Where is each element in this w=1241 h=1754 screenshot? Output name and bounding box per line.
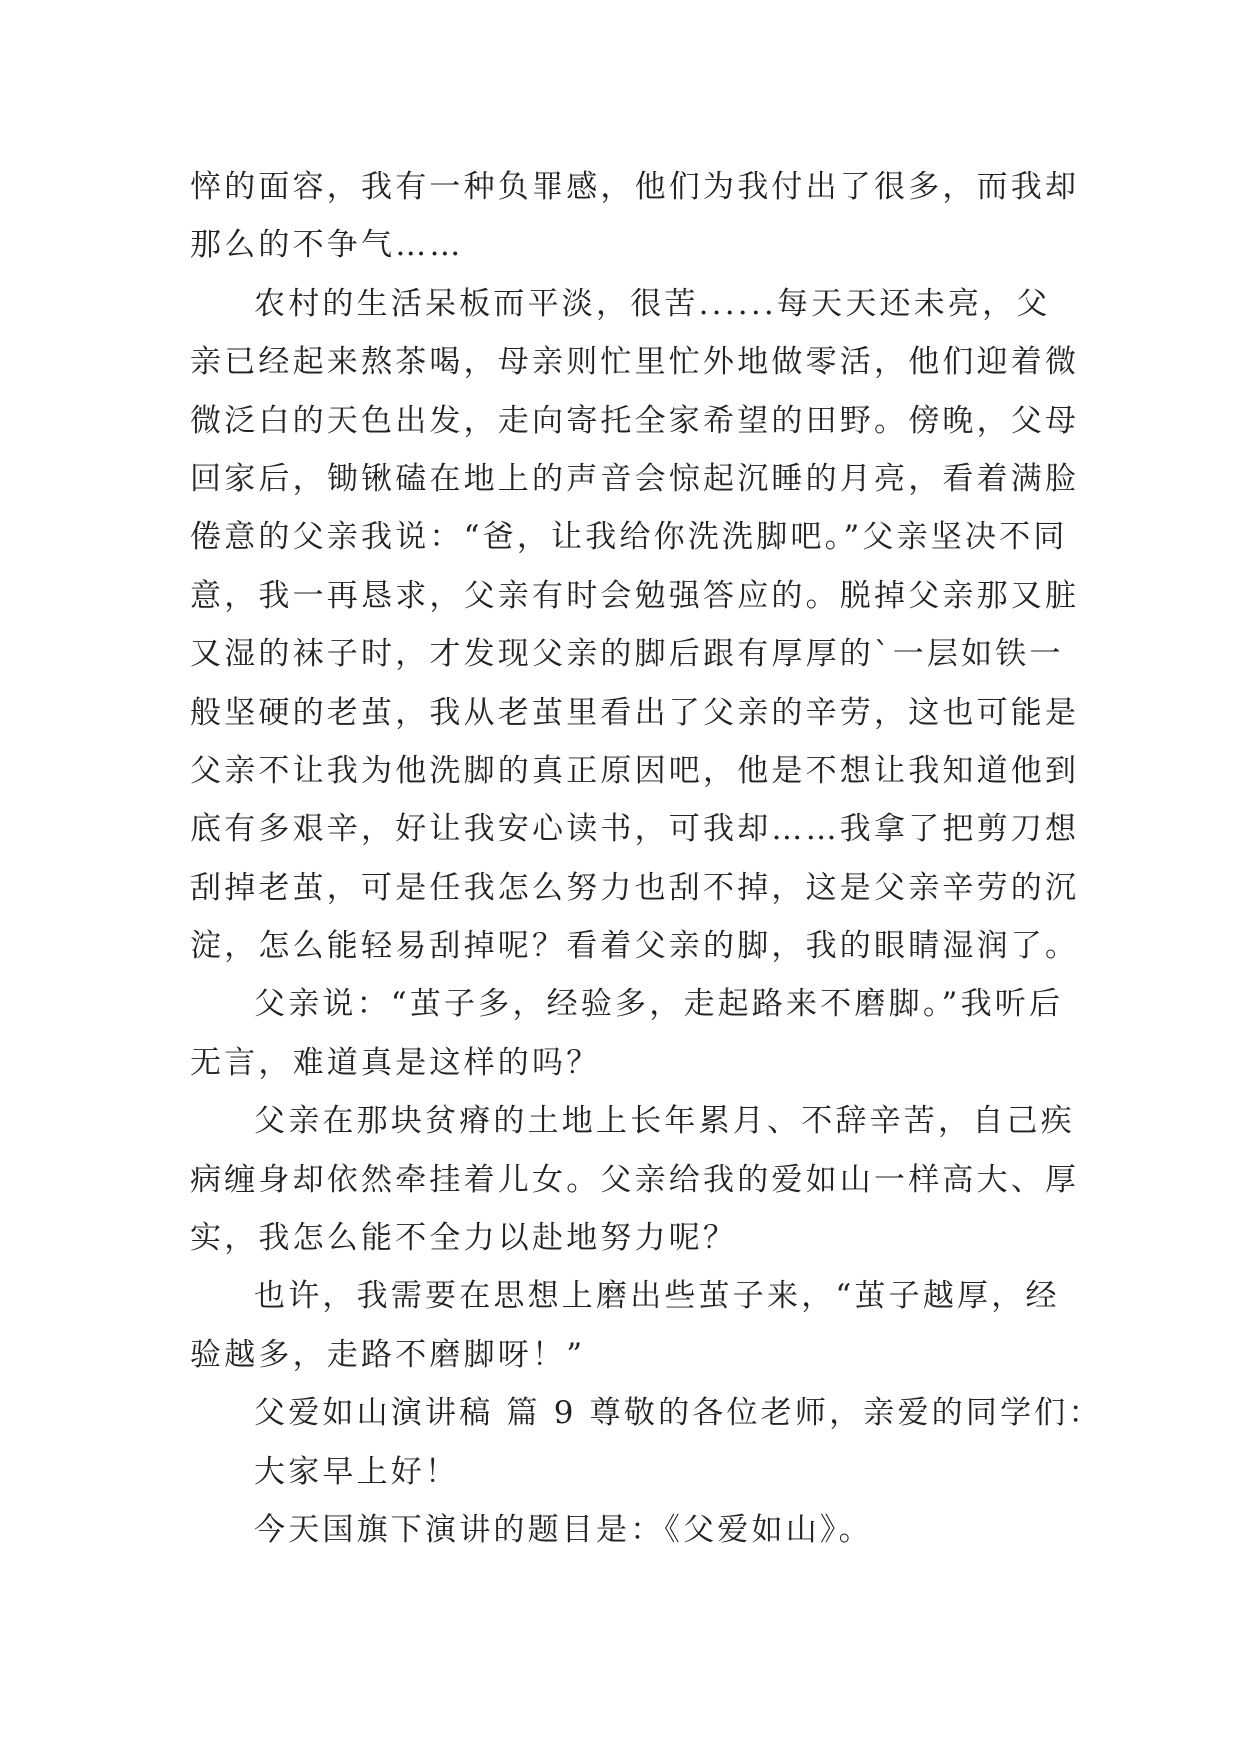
text-line: 那么的不争气…… — [190, 227, 464, 264]
text-line: 农村的生活呆板而平淡，很苦......每天天还未亮，父 — [254, 285, 1051, 322]
text-line: 淀，怎么能轻易刮掉呢？看着父亲的脚，我的眼睛湿润了。 — [190, 928, 1080, 965]
text-line: 父亲说：“茧子多，经验多，走起路来不磨脚。”我听后 — [254, 986, 1064, 1023]
text-line: 底有多艰辛，好让我安心读书，可我却……我拿了把剪刀想 — [190, 811, 1080, 848]
text-line: 也许，我需要在思想上磨出些茧子来，“茧子越厚，经 — [254, 1278, 1060, 1315]
text-line: 父亲不让我为他洗脚的真正原因吧，他是不想让我知道他到 — [190, 752, 1080, 789]
text-line: 微泛白的天色出发，走向寄托全家希望的田野。傍晚，父母 — [190, 402, 1080, 439]
text-line: 病缠身却依然牵挂着儿女。父亲给我的爱如山一样高大、厚 — [190, 1161, 1080, 1198]
text-line: 悴的面容，我有一种负罪感，他们为我付出了很多，而我却 — [190, 169, 1080, 205]
text-line: 父亲在那块贫瘠的土地上长年累月、不辞辛苦，自己疾 — [254, 1103, 1075, 1140]
text-line: 意，我一再恳求，父亲有时会勉强答应的。脱掉父亲那又脏 — [190, 577, 1080, 614]
text-line: 又湿的袜子时，才发现父亲的脚后跟有厚厚的`一层如铁一 — [190, 636, 1064, 673]
text-line: 验越多，走路不磨脚呀！” — [190, 1336, 586, 1373]
body-text — [190, 158, 1103, 1559]
topic-line: 今天国旗下演讲的题目是：《父爱如山》。 — [254, 1511, 873, 1548]
text-line: 刮掉老茧，可是任我怎么努力也刮不掉，这是父亲辛劳的沉 — [190, 869, 1080, 906]
text-line: 般坚硬的老茧，我从老茧里看出了父亲的辛劳，这也可能是 — [190, 694, 1080, 731]
greeting-line: 大家早上好！ — [254, 1453, 460, 1490]
text-line: 无言，难道真是这样的吗？ — [190, 1044, 601, 1081]
text-line: 亲已经起来熬茶喝，母亲则忙里忙外地做零活，他们迎着微 — [190, 344, 1080, 381]
section-heading-line: 父爱如山演讲稿 篇 9 尊敬的各位老师，亲爱的同学们： — [254, 1395, 1103, 1432]
text-line: 倦意的父亲我说：“爸，让我给你洗洗脚吧。”父亲坚决不同 — [190, 519, 1068, 556]
text-line: 实，我怎么能不全力以赴地努力呢？ — [190, 1220, 738, 1257]
text-line: 回家后，锄锹磕在地上的声音会惊起沉睡的月亮，看着满脸 — [190, 460, 1080, 497]
